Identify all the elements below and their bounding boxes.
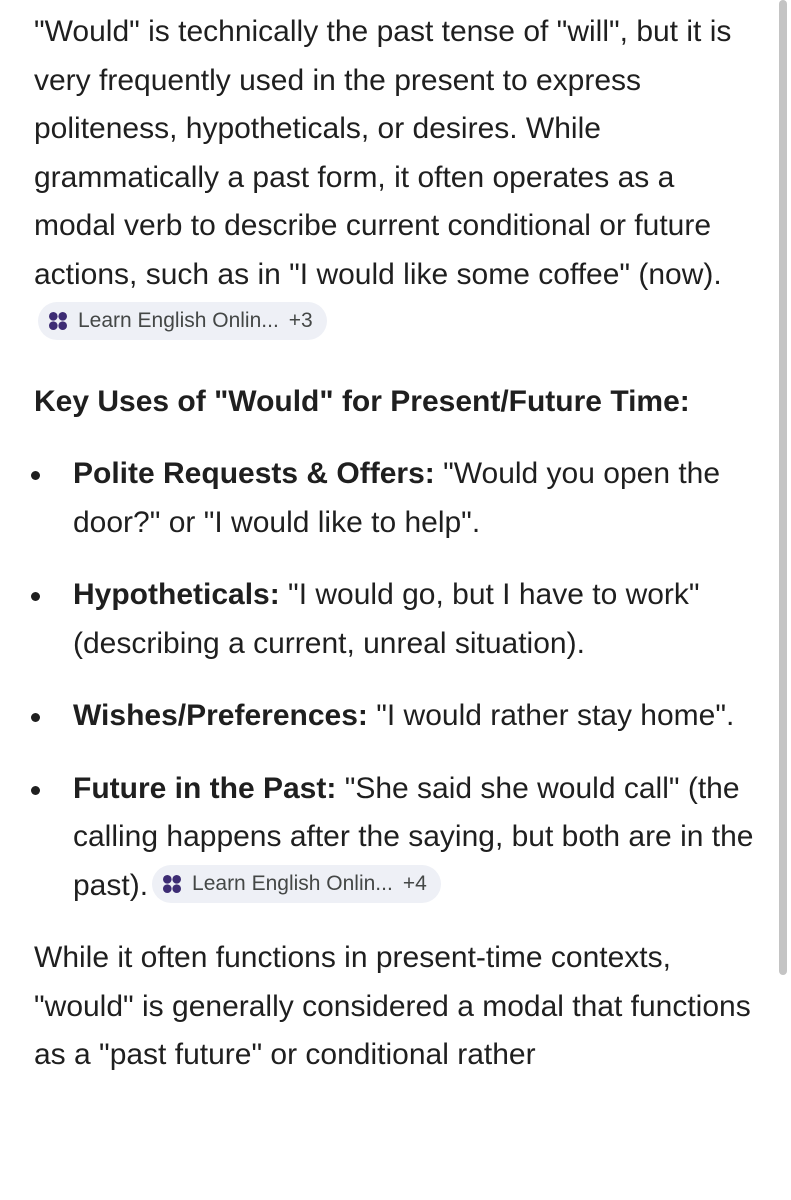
source-chip-label: Learn English Onlin... (192, 871, 393, 895)
intro-paragraph (34, 8, 764, 348)
list-item-text: "I would rather stay home". (367, 699, 735, 732)
list-item (34, 450, 764, 547)
bullet-dot (31, 471, 40, 480)
source-chip-2[interactable] (152, 865, 441, 903)
intro-paragraph-text: "Would" is technically the past tense of "will", but it is very frequently used in the present to express politeness, hypotheticals, or desires. While grammatically a past form, it often operates as a modal verb to describe current conditional or future actions, such as in "I would like some coffee" (now). (34, 15, 732, 291)
bullet-dot (31, 713, 40, 722)
source-chip-1[interactable] (38, 302, 327, 340)
bullet-dot (31, 592, 40, 601)
list-item (34, 765, 764, 911)
list-item (34, 571, 764, 668)
scrollbar[interactable] (779, 0, 787, 975)
list-item-term: Hypotheticals: (73, 578, 280, 611)
list-item-text: "Would you open the door?" or "I would like to help". (73, 457, 721, 539)
list-item-text: "She said she would call" (the calling happens after the saying, but both are in the past). (73, 771, 754, 902)
list-item-term: Wishes/Preferences: (73, 699, 368, 732)
list-item-term: Future in the Past: (73, 771, 337, 805)
source-chip-count: +4 (402, 871, 427, 895)
source-chip-label: Learn English Onlin... (78, 309, 279, 333)
source-chip-count: +3 (288, 309, 313, 333)
closing-paragraph-text: While it often functions in present-time contexts, "would" is generally considered a modal that functions as a "past future" or conditional rather (34, 941, 751, 1071)
closing-paragraph (34, 934, 764, 1080)
bullet-dot (31, 786, 40, 795)
list-item-term: Polite Requests & Offers: (73, 457, 435, 490)
source-cluster-icon (159, 871, 185, 897)
list-item-text: "I would go, but I have to work" (describing a current, unreal situation). (73, 578, 700, 660)
answer-content (34, 8, 764, 1080)
list-item (34, 692, 764, 741)
source-cluster-icon (45, 308, 71, 334)
section-heading: Key Uses of "Would" for Present/Future Time: (34, 384, 690, 418)
uses-list (34, 450, 764, 910)
